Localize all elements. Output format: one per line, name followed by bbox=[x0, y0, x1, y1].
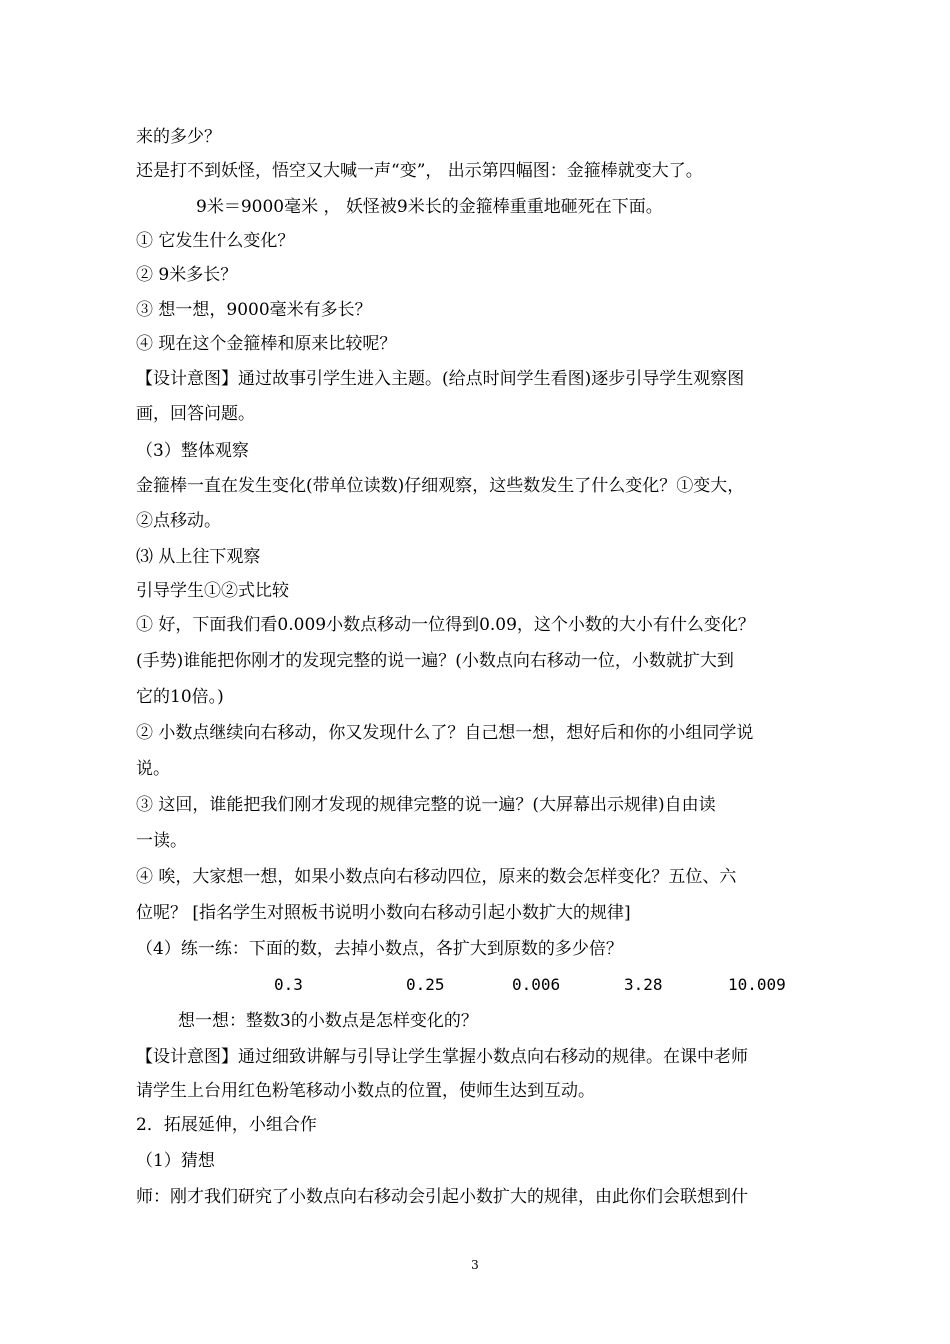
text-line: ②点移动。 bbox=[136, 511, 221, 531]
text-line: ② 小数点继续向右移动，你又发现什么了？自己想一想，想好后和你的小组同学说 bbox=[136, 723, 754, 743]
text-line: ⑶ 从上往下观察 bbox=[136, 547, 261, 567]
list-item-4: ④ 现在这个金箍棒和原来比较呢？ bbox=[136, 334, 397, 354]
text-line: 还是打不到妖怪，悟空又大喊一声“变”， 出示第四幅图：金箍棒就变大了。 bbox=[136, 161, 703, 181]
text-line: 师：刚才我们研究了小数点向右移动会引起小数扩大的规律，由此你们会联想到什 bbox=[136, 1187, 748, 1207]
text-line: 说。 bbox=[136, 759, 170, 779]
exercise-number: 10.009 bbox=[728, 975, 786, 994]
exercise-number: 0.25 bbox=[406, 975, 445, 994]
text-line: 9米＝9000毫米 ， 妖怪被9米长的金箍棒重重地砸死在下面。 bbox=[196, 197, 663, 217]
exercise-number: 0.006 bbox=[512, 975, 561, 994]
section-heading: （3）整体观察 bbox=[136, 441, 249, 461]
page-number: 3 bbox=[471, 1258, 479, 1272]
text-line: 来的多少？ bbox=[136, 127, 221, 147]
design-intent-paragraph: 【设计意图】通过细致讲解与引导让学生掌握小数点向右移动的规律。在课中老师 bbox=[136, 1047, 748, 1067]
text-line: ① 好，下面我们看0.009小数点移动一位得到0.09，这个小数的大小有什么变化？ bbox=[136, 615, 755, 635]
text-line: 请学生上台用红色粉笔移动小数点的位置，使师生达到互动。 bbox=[136, 1081, 595, 1101]
section-heading: （1）猜想 bbox=[136, 1151, 215, 1171]
text-line: 想一想：整数3的小数点是怎样变化的？ bbox=[178, 1011, 478, 1031]
text-line: 位呢？ [指名学生对照板书说明小数向右移动引起小数扩大的规律] bbox=[136, 903, 631, 923]
list-item-3: ③ 想一想，9000毫米有多长？ bbox=[136, 300, 372, 320]
list-item-1: ① 它发生什么变化？ bbox=[136, 231, 295, 251]
text-line: 引导学生①②式比较 bbox=[136, 581, 289, 601]
text-line: 它的10倍。) bbox=[136, 687, 224, 707]
text-line: 画，回答问题。 bbox=[136, 404, 255, 424]
exercise-number: 3.28 bbox=[624, 975, 663, 994]
text-line: ④ 唉，大家想一想，如果小数点向右移动四位，原来的数会怎样变化？五位、六 bbox=[136, 867, 737, 887]
exercise-number: 0.3 bbox=[274, 975, 303, 994]
text-line: 一读。 bbox=[136, 831, 187, 851]
section-heading: （4）练一练：下面的数，去掉小数点，各扩大到原数的多少倍？ bbox=[136, 939, 623, 959]
design-intent-paragraph: 【设计意图】通过故事引学生进入主题。(给点时间学生看图)逐步引导学生观察图 bbox=[136, 369, 745, 389]
text-line: (手势)谁能把你刚才的发现完整的说一遍？(小数点向右移动一位，小数就扩大到 bbox=[136, 651, 734, 671]
text-line: 金箍棒一直在发生变化(带单位读数)仔细观察，这些数发生了什么变化？①变大， bbox=[136, 476, 745, 496]
list-item-2: ② 9米多长？ bbox=[136, 265, 238, 285]
text-line: ③ 这回，谁能把我们刚才发现的规律完整的说一遍？(大屏幕出示规律)自由读 bbox=[136, 795, 716, 815]
section-heading: 2．拓展延伸，小组合作 bbox=[136, 1115, 317, 1135]
